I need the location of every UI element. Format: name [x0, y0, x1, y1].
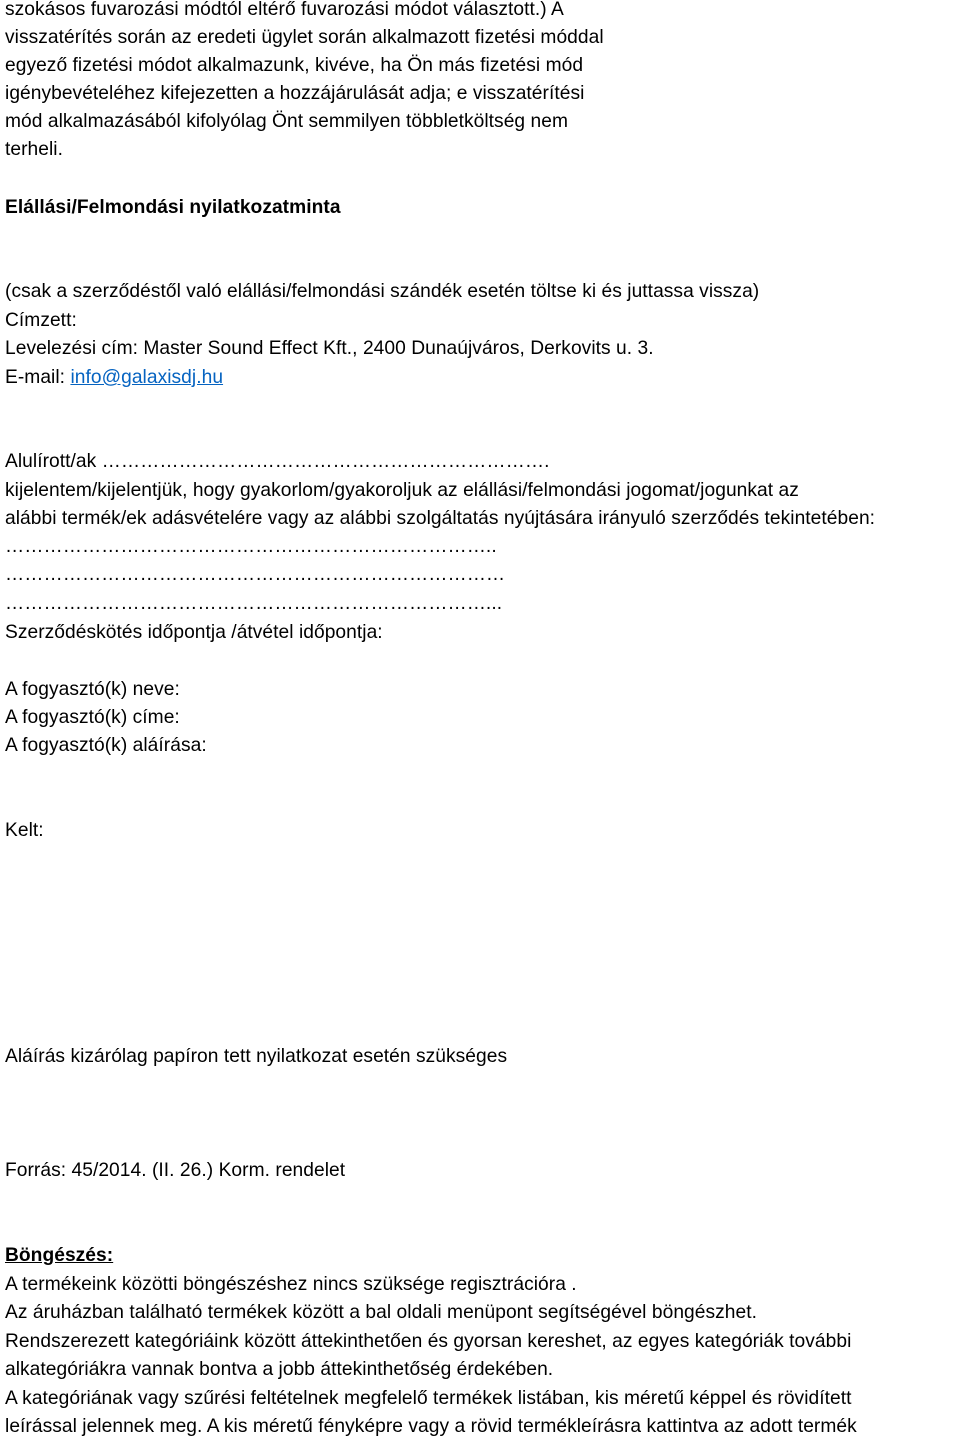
- signature-note: Aláírás kizárólag papíron tett nyilatkozat esetén szükséges: [5, 1046, 508, 1067]
- document-page: [5, 0, 955, 1442]
- declaration-line-2: alábbi termék/ek adásvételére vagy az alábbi szolgáltatás nyújtására irányuló szerződés tekintetében:: [5, 508, 876, 529]
- browsing-line-6: leírással jelennek meg. A kis méretű fényképre vagy a rövid termékleírásra kattintva az adott termék: [5, 1416, 857, 1437]
- browsing-heading: Böngészés:: [5, 1245, 114, 1266]
- intro-line-2: visszatérítés során az eredeti ügylet során alkalmazott fizetési móddal: [5, 27, 604, 48]
- browsing-line-3: Rendszerezett kategóriáink között áttekinthetően és gyorsan kereshet, az egyes kategóriák további: [5, 1331, 852, 1352]
- undersigned-line: Alulírott/ak …………………………………………………………….: [5, 451, 550, 472]
- dotted-line-1: …………………………………………………………………..: [5, 536, 497, 557]
- intro-line-6: terheli.: [5, 139, 63, 160]
- browsing-line-4: alkategóriákra vannak bontva a jobb áttekinthetőség érdekében.: [5, 1359, 554, 1380]
- form-heading: Elállási/Felmondási nyilatkozatminta: [5, 197, 341, 218]
- dotted-line-3: …………………………………………………………………...: [5, 593, 503, 614]
- intro-line-4: igénybevételéhez kifejezetten a hozzájárulását adja; e visszatérítési: [5, 83, 585, 104]
- email-line: [5, 364, 223, 392]
- consumer-address-label: A fogyasztó(k) címe:: [5, 707, 180, 728]
- recipient-label: Címzett:: [5, 310, 77, 331]
- browsing-line-1: A termékeink közötti böngészéshez nincs szüksége regisztrációra .: [5, 1274, 577, 1295]
- intro-line-5: mód alkalmazásából kifolyólag Önt semmilyen többletköltség nem: [5, 111, 569, 132]
- browsing-line-5: A kategóriának vagy szűrési feltételnek megfelelő termékek listában, kis méretű képpel és rövidített: [5, 1388, 852, 1409]
- contract-date-label: Szerződéskötés időpontja /átvétel időpontja:: [5, 622, 383, 643]
- dotted-line-2: ……………………………………………………………………: [5, 564, 506, 585]
- email-link[interactable]: info@galaxisdj.hu: [70, 367, 224, 388]
- source-citation: Forrás: 45/2014. (II. 26.) Korm. rendelet: [5, 1160, 346, 1181]
- dated-label: Kelt:: [5, 820, 44, 841]
- consumer-signature-label: A fogyasztó(k) aláírása:: [5, 735, 207, 756]
- form-instruction: (csak a szerződéstől való elállási/felmondási szándék esetén töltse ki és juttassa vissza): [5, 281, 760, 302]
- intro-line-3: egyező fizetési módot alkalmazunk, kivéve, ha Ön más fizetési mód: [5, 55, 584, 76]
- postal-address: Levelezési cím: Master Sound Effect Kft., 2400 Dunaújváros, Derkovits u. 3.: [5, 338, 654, 359]
- consumer-name-label: A fogyasztó(k) neve:: [5, 679, 180, 700]
- declaration-line-1: kijelentem/kijelentjük, hogy gyakorlom/gyakoroljuk az elállási/felmondási jogomat/jogunkat az: [5, 480, 799, 501]
- browsing-line-2: Az áruházban található termékek között a bal oldali menüpont segítségével böngészhet.: [5, 1302, 757, 1323]
- email-label: E-mail:: [5, 367, 71, 388]
- intro-line-1: szokásos fuvarozási módtól eltérő fuvarozási módot választott.) A: [5, 0, 564, 20]
